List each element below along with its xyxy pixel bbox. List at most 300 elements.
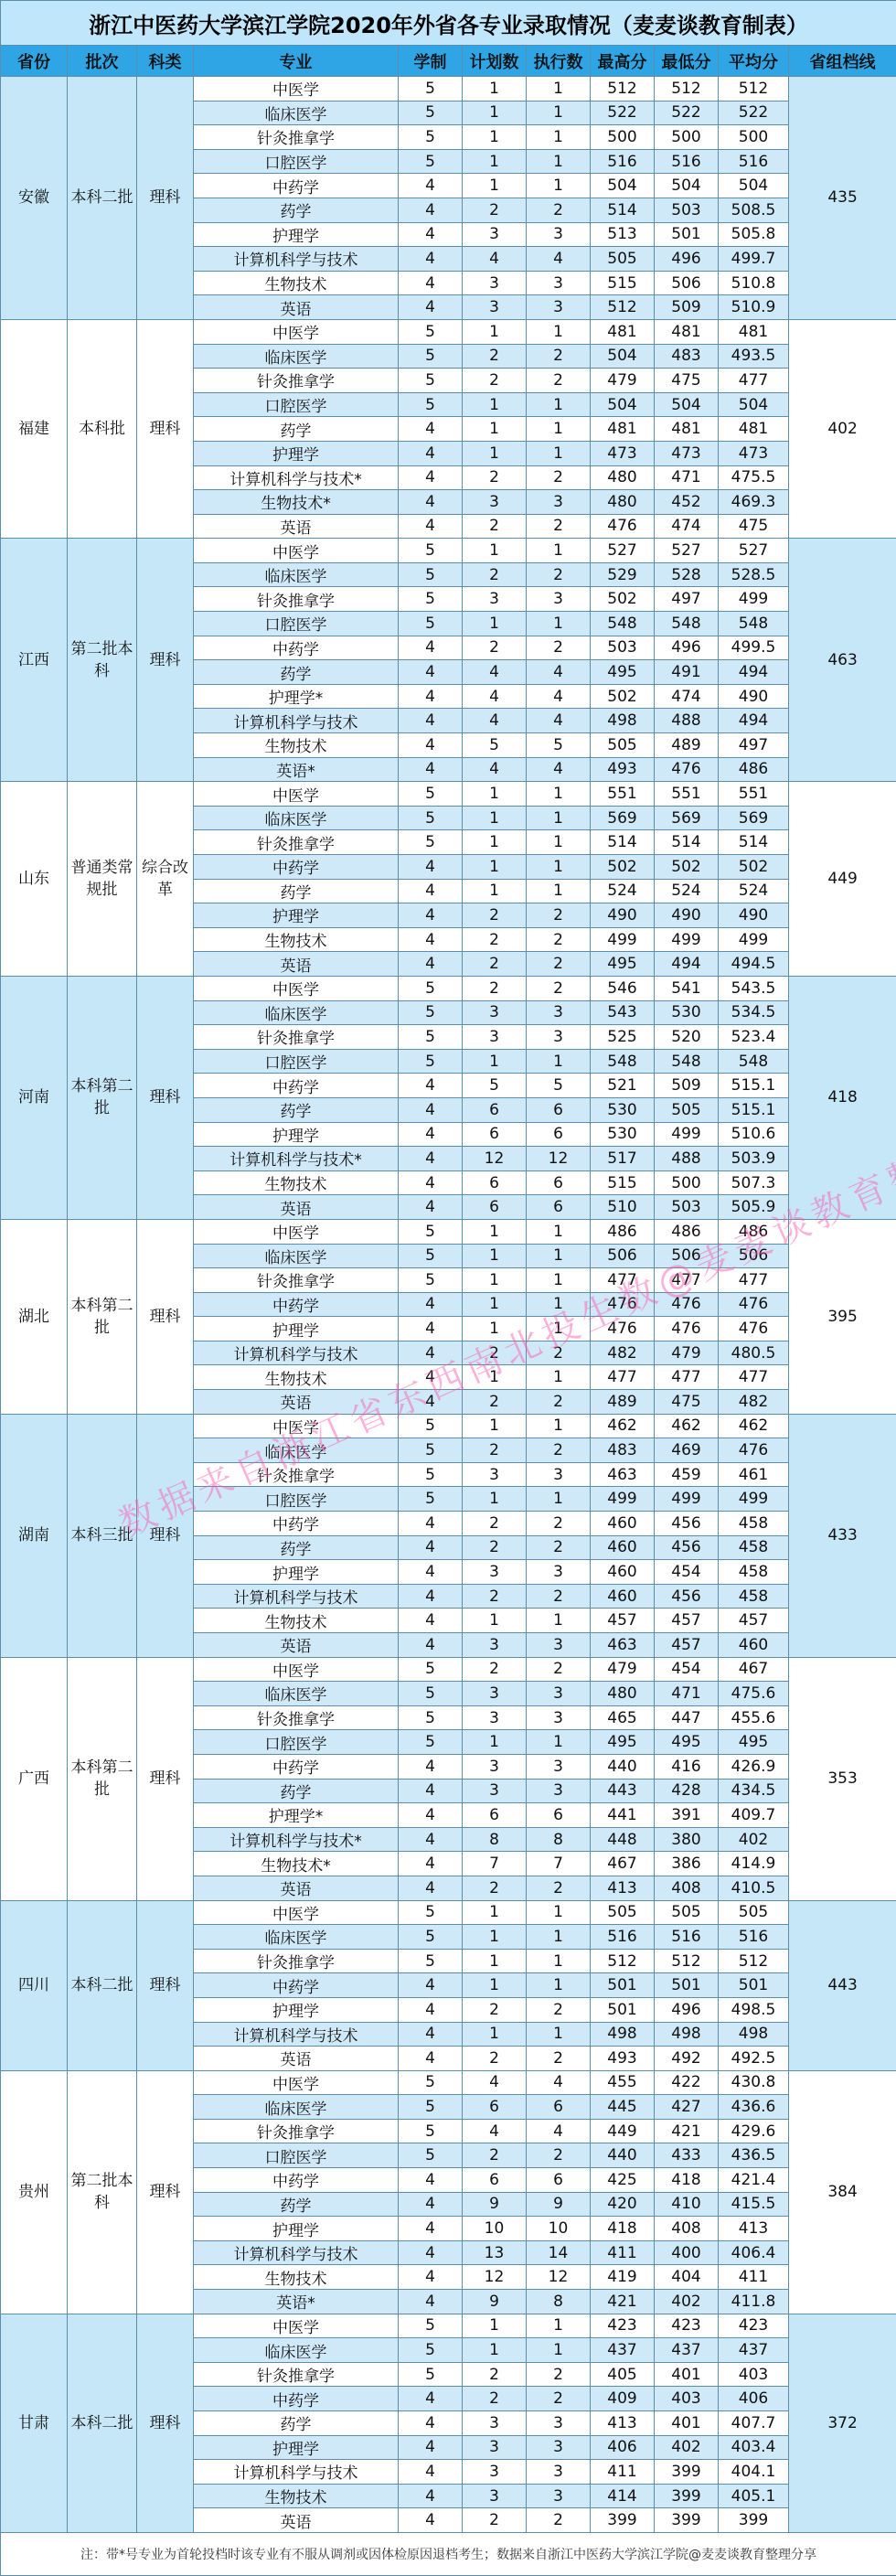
province-cell: 江西: [1, 539, 68, 782]
min-score-cell: 514: [655, 830, 719, 855]
avg-score-cell: 505: [719, 1900, 789, 1925]
min-score-cell: 477: [655, 1365, 719, 1390]
major-cell: 药学: [194, 2192, 399, 2217]
duration-cell: 4: [399, 1803, 463, 1828]
major-cell: 护理学: [194, 2435, 399, 2460]
plan-cell: 2: [463, 1657, 527, 1682]
plan-cell: 3: [463, 1754, 527, 1779]
province-cell: 湖南: [1, 1414, 68, 1657]
plan-cell: 5: [463, 1074, 527, 1098]
avg-score-cell: 490: [719, 903, 789, 928]
duration-cell: 4: [399, 903, 463, 928]
major-cell: 临床医学: [194, 806, 399, 830]
duration-cell: 5: [399, 587, 463, 612]
avg-score-cell: 481: [719, 417, 789, 442]
executed-cell: 3: [527, 587, 591, 612]
min-score-cell: 410: [655, 2192, 719, 2217]
avg-score-cell: 497: [719, 733, 789, 758]
min-score-cell: 471: [655, 1682, 719, 1706]
avg-score-cell: 403.4: [719, 2435, 789, 2460]
executed-cell: 1: [527, 830, 591, 855]
executed-cell: 2: [527, 2047, 591, 2071]
table-row: [1, 1219, 896, 1244]
min-score-cell: 503: [655, 198, 719, 222]
duration-cell: 4: [399, 757, 463, 782]
min-score-cell: 505: [655, 1900, 719, 1925]
avg-score-cell: 501: [719, 1973, 789, 1998]
max-score-cell: 548: [591, 612, 655, 636]
max-score-cell: 490: [591, 903, 655, 928]
min-score-cell: 473: [655, 441, 719, 465]
plan-cell: 1: [463, 855, 527, 880]
max-score-cell: 513: [591, 222, 655, 247]
plan-cell: 3: [463, 1462, 527, 1487]
min-score-cell: 456: [655, 1535, 719, 1560]
major-cell: 中医学: [194, 976, 399, 1000]
major-cell: 英语*: [194, 757, 399, 782]
duration-cell: 4: [399, 295, 463, 320]
max-score-cell: 517: [591, 1147, 655, 1171]
plan-cell: 4: [463, 660, 527, 685]
max-score-cell: 440: [591, 1754, 655, 1779]
executed-cell: 1: [527, 2022, 591, 2047]
major-cell: 护理学*: [194, 1803, 399, 1828]
table-row: [1, 782, 896, 807]
major-cell: 英语: [194, 1633, 399, 1658]
province-line-cell: 449: [789, 782, 896, 977]
min-score-cell: 497: [655, 587, 719, 612]
executed-cell: 4: [527, 709, 591, 733]
plan-cell: 1: [463, 2314, 527, 2338]
max-score-cell: 481: [591, 417, 655, 442]
duration-cell: 4: [399, 1074, 463, 1098]
duration-cell: 4: [399, 952, 463, 977]
min-score-cell: 474: [655, 514, 719, 539]
major-cell: 中药学: [194, 2387, 399, 2411]
avg-score-cell: 481: [719, 319, 789, 344]
major-cell: 英语: [194, 952, 399, 977]
executed-cell: 3: [527, 222, 591, 247]
min-score-cell: 491: [655, 660, 719, 685]
duration-cell: 4: [399, 1390, 463, 1415]
major-cell: 英语: [194, 1390, 399, 1415]
plan-cell: 1: [463, 125, 527, 150]
plan-cell: 1: [463, 1317, 527, 1341]
min-score-cell: 501: [655, 222, 719, 247]
batch-cell: 第二批本科: [68, 539, 137, 782]
plan-cell: 6: [463, 2095, 527, 2120]
major-cell: 英语*: [194, 2290, 399, 2314]
plan-cell: 1: [463, 539, 527, 563]
max-score-cell: 460: [591, 1560, 655, 1585]
min-score-cell: 391: [655, 1803, 719, 1828]
batch-cell: 本科第二批: [68, 1219, 137, 1414]
duration-cell: 4: [399, 1876, 463, 1900]
avg-score-cell: 409.7: [719, 1803, 789, 1828]
duration-cell: 4: [399, 198, 463, 222]
plan-cell: 1: [463, 1244, 527, 1268]
executed-cell: 1: [527, 782, 591, 807]
avg-score-cell: 458: [719, 1584, 789, 1609]
category-cell: 理科: [137, 1219, 194, 1414]
plan-cell: 5: [463, 733, 527, 758]
max-score-cell: 479: [591, 369, 655, 393]
plan-cell: 12: [463, 1147, 527, 1171]
plan-cell: 6: [463, 1195, 527, 1220]
max-score-cell: 510: [591, 1195, 655, 1220]
max-score-cell: 504: [591, 392, 655, 417]
plan-cell: 1: [463, 174, 527, 198]
category-cell: 理科: [137, 77, 194, 320]
major-cell: 中医学: [194, 319, 399, 344]
avg-score-cell: 516: [719, 1925, 789, 1950]
executed-cell: 2: [527, 1997, 591, 2022]
min-score-cell: 486: [655, 1219, 719, 1244]
duration-cell: 4: [399, 247, 463, 272]
plan-cell: 2: [463, 514, 527, 539]
avg-score-cell: 415.5: [719, 2192, 789, 2217]
max-score-cell: 420: [591, 2192, 655, 2217]
major-cell: 临床医学: [194, 1682, 399, 1706]
min-score-cell: 488: [655, 709, 719, 733]
major-cell: 英语: [194, 2508, 399, 2533]
avg-score-cell: 486: [719, 757, 789, 782]
max-score-cell: 467: [591, 1852, 655, 1876]
duration-cell: 4: [399, 1560, 463, 1585]
avg-score-cell: 403: [719, 2362, 789, 2387]
plan-cell: 1: [463, 1049, 527, 1074]
table-row: [1, 539, 896, 563]
executed-cell: 1: [527, 1365, 591, 1390]
batch-cell: 本科第二批: [68, 1657, 137, 1900]
duration-cell: 4: [399, 2265, 463, 2290]
avg-score-cell: 499.5: [719, 636, 789, 660]
plan-cell: 1: [463, 1730, 527, 1755]
duration-cell: 4: [399, 1827, 463, 1852]
plan-cell: 1: [463, 101, 527, 125]
major-cell: 中药学: [194, 1973, 399, 1998]
max-score-cell: 449: [591, 2119, 655, 2143]
batch-cell: 本科三批: [68, 1414, 137, 1657]
executed-cell: 3: [527, 295, 591, 320]
duration-cell: 4: [399, 2411, 463, 2436]
plan-cell: 6: [463, 1170, 527, 1195]
major-cell: 针灸推拿学: [194, 125, 399, 150]
max-score-cell: 440: [591, 2143, 655, 2168]
executed-cell: 3: [527, 2411, 591, 2436]
max-score-cell: 515: [591, 1170, 655, 1195]
max-score-cell: 448: [591, 1827, 655, 1852]
executed-cell: 4: [527, 247, 591, 272]
major-cell: 药学: [194, 198, 399, 222]
plan-cell: 7: [463, 1852, 527, 1876]
avg-score-cell: 429.6: [719, 2119, 789, 2143]
province-cell: 四川: [1, 1900, 68, 2070]
duration-cell: 5: [399, 1657, 463, 1682]
header-province-line: 省组档线: [789, 46, 896, 77]
duration-cell: 5: [399, 77, 463, 102]
avg-score-cell: 476: [719, 1292, 789, 1317]
min-score-cell: 401: [655, 2362, 719, 2387]
major-cell: 护理学: [194, 1317, 399, 1341]
avg-score-cell: 469.3: [719, 490, 789, 515]
duration-cell: 5: [399, 2095, 463, 2120]
avg-score-cell: 406: [719, 2387, 789, 2411]
duration-cell: 5: [399, 830, 463, 855]
duration-cell: 4: [399, 733, 463, 758]
duration-cell: 5: [399, 976, 463, 1000]
executed-cell: 2: [527, 952, 591, 977]
avg-score-cell: 506: [719, 1244, 789, 1268]
duration-cell: 5: [399, 369, 463, 393]
plan-cell: 1: [463, 417, 527, 442]
duration-cell: 5: [399, 1438, 463, 1463]
major-cell: 计算机科学与技术: [194, 247, 399, 272]
province-cell: 湖北: [1, 1219, 68, 1414]
executed-cell: 3: [527, 1025, 591, 1050]
batch-cell: 本科批: [68, 319, 137, 538]
major-cell: 生物技术: [194, 1609, 399, 1633]
plan-cell: 3: [463, 2435, 527, 2460]
major-cell: 药学: [194, 1535, 399, 1560]
duration-cell: 5: [399, 101, 463, 125]
duration-cell: 4: [399, 465, 463, 490]
plan-cell: 3: [463, 222, 527, 247]
province-cell: 广西: [1, 1657, 68, 1900]
max-score-cell: 418: [591, 2217, 655, 2241]
major-cell: 英语: [194, 1876, 399, 1900]
executed-cell: 2: [527, 1876, 591, 1900]
avg-score-cell: 477: [719, 1365, 789, 1390]
min-score-cell: 528: [655, 562, 719, 587]
category-cell: 理科: [137, 976, 194, 1219]
plan-cell: 10: [463, 2217, 527, 2241]
major-cell: 口腔医学: [194, 612, 399, 636]
duration-cell: 5: [399, 539, 463, 563]
avg-score-cell: 499.7: [719, 247, 789, 272]
major-cell: 护理学: [194, 903, 399, 928]
avg-score-cell: 505.9: [719, 1195, 789, 1220]
avg-score-cell: 498.5: [719, 1997, 789, 2022]
max-score-cell: 421: [591, 2290, 655, 2314]
executed-cell: 1: [527, 417, 591, 442]
duration-cell: 4: [399, 879, 463, 903]
avg-score-cell: 473: [719, 441, 789, 465]
avg-score-cell: 499: [719, 587, 789, 612]
duration-cell: 4: [399, 927, 463, 952]
executed-cell: 5: [527, 1074, 591, 1098]
avg-score-cell: 492.5: [719, 2047, 789, 2071]
max-score-cell: 477: [591, 1268, 655, 1293]
plan-cell: 1: [463, 782, 527, 807]
plan-cell: 2: [463, 1535, 527, 1560]
table-row: [1, 976, 896, 1000]
avg-score-cell: 543.5: [719, 976, 789, 1000]
plan-cell: 1: [463, 1973, 527, 1998]
min-score-cell: 520: [655, 1025, 719, 1050]
major-cell: 针灸推拿学: [194, 1949, 399, 1973]
executed-cell: 1: [527, 441, 591, 465]
major-cell: 临床医学: [194, 1925, 399, 1950]
batch-cell: 本科二批: [68, 77, 137, 320]
province-line-cell: 433: [789, 1414, 896, 1657]
plan-cell: 2: [463, 952, 527, 977]
plan-cell: 3: [463, 1705, 527, 1730]
min-score-cell: 403: [655, 2387, 719, 2411]
min-score-cell: 551: [655, 782, 719, 807]
plan-cell: 1: [463, 1414, 527, 1438]
max-score-cell: 462: [591, 1414, 655, 1438]
major-cell: 中药学: [194, 1754, 399, 1779]
max-score-cell: 516: [591, 1925, 655, 1950]
min-score-cell: 402: [655, 2290, 719, 2314]
min-score-cell: 422: [655, 2070, 719, 2095]
min-score-cell: 509: [655, 295, 719, 320]
executed-cell: 3: [527, 1705, 591, 1730]
min-score-cell: 504: [655, 174, 719, 198]
batch-cell: 第二批本科: [68, 2070, 137, 2314]
max-score-cell: 476: [591, 1292, 655, 1317]
duration-cell: 4: [399, 1292, 463, 1317]
major-cell: 中医学: [194, 539, 399, 563]
plan-cell: 2: [463, 927, 527, 952]
plan-cell: 2: [463, 369, 527, 393]
header-province: 省份: [1, 46, 68, 77]
executed-cell: 3: [527, 2484, 591, 2508]
executed-cell: 2: [527, 1657, 591, 1682]
max-score-cell: 409: [591, 2387, 655, 2411]
major-cell: 针灸推拿学: [194, 2362, 399, 2387]
executed-cell: 1: [527, 1973, 591, 1998]
plan-cell: 3: [463, 2411, 527, 2436]
max-score-cell: 502: [591, 855, 655, 880]
major-cell: 中医学: [194, 1657, 399, 1682]
duration-cell: 5: [399, 319, 463, 344]
plan-cell: 1: [463, 1487, 527, 1512]
plan-cell: 3: [463, 1025, 527, 1050]
executed-cell: 2: [527, 636, 591, 660]
max-score-cell: 514: [591, 198, 655, 222]
executed-cell: 8: [527, 2290, 591, 2314]
avg-score-cell: 402: [719, 1827, 789, 1852]
executed-cell: 1: [527, 1900, 591, 1925]
plan-cell: 1: [463, 1900, 527, 1925]
duration-cell: 5: [399, 2143, 463, 2168]
avg-score-cell: 504: [719, 392, 789, 417]
duration-cell: 5: [399, 2119, 463, 2143]
min-score-cell: 471: [655, 465, 719, 490]
executed-cell: 6: [527, 1803, 591, 1828]
min-score-cell: 481: [655, 417, 719, 442]
max-score-cell: 463: [591, 1633, 655, 1658]
table-row: [1, 1900, 896, 1925]
executed-cell: 1: [527, 879, 591, 903]
executed-cell: 3: [527, 1633, 591, 1658]
avg-score-cell: 510.6: [719, 1122, 789, 1147]
major-cell: 中药学: [194, 1512, 399, 1536]
min-score-cell: 530: [655, 1000, 719, 1025]
avg-score-cell: 407.7: [719, 2411, 789, 2436]
min-score-cell: 541: [655, 976, 719, 1000]
avg-score-cell: 516: [719, 149, 789, 174]
min-score-cell: 479: [655, 1341, 719, 1365]
table-row: [1, 1657, 896, 1682]
province-cell: 安徽: [1, 77, 68, 320]
executed-cell: 3: [527, 1682, 591, 1706]
batch-cell: 本科二批: [68, 1900, 137, 2070]
avg-score-cell: 436.5: [719, 2143, 789, 2168]
plan-cell: 4: [463, 247, 527, 272]
duration-cell: 4: [399, 417, 463, 442]
province-line-cell: 418: [789, 976, 896, 1219]
province-line-cell: 463: [789, 539, 896, 782]
major-cell: 临床医学: [194, 562, 399, 587]
avg-score-cell: 467: [719, 1657, 789, 1682]
plan-cell: 1: [463, 1949, 527, 1973]
major-cell: 口腔医学: [194, 392, 399, 417]
duration-cell: 5: [399, 1244, 463, 1268]
plan-cell: 4: [463, 757, 527, 782]
max-score-cell: 512: [591, 1949, 655, 1973]
duration-cell: 5: [399, 1462, 463, 1487]
duration-cell: 4: [399, 2484, 463, 2508]
plan-cell: 1: [463, 149, 527, 174]
max-score-cell: 443: [591, 1779, 655, 1803]
duration-cell: 4: [399, 2460, 463, 2485]
avg-score-cell: 505.8: [719, 222, 789, 247]
max-score-cell: 482: [591, 1341, 655, 1365]
avg-score-cell: 527: [719, 539, 789, 563]
min-score-cell: 496: [655, 1997, 719, 2022]
category-cell: 理科: [137, 2070, 194, 2314]
avg-score-cell: 458: [719, 1535, 789, 1560]
plan-cell: 2: [463, 2508, 527, 2533]
major-cell: 口腔医学: [194, 1049, 399, 1074]
min-score-cell: 399: [655, 2508, 719, 2533]
max-score-cell: 495: [591, 1730, 655, 1755]
plan-cell: 2: [463, 2362, 527, 2387]
executed-cell: 1: [527, 101, 591, 125]
executed-cell: 14: [527, 2240, 591, 2265]
executed-cell: 1: [527, 539, 591, 563]
major-cell: 口腔医学: [194, 2143, 399, 2168]
min-score-cell: 512: [655, 1949, 719, 1973]
major-cell: 计算机科学与技术: [194, 1341, 399, 1365]
executed-cell: 4: [527, 2070, 591, 2095]
duration-cell: 5: [399, 1705, 463, 1730]
avg-score-cell: 414.9: [719, 1852, 789, 1876]
province-cell: 河南: [1, 976, 68, 1219]
duration-cell: 4: [399, 1341, 463, 1365]
category-cell: 理科: [137, 319, 194, 538]
major-cell: 中医学: [194, 1219, 399, 1244]
plan-cell: 1: [463, 830, 527, 855]
max-score-cell: 419: [591, 2265, 655, 2290]
major-cell: 中医学: [194, 77, 399, 102]
duration-cell: 4: [399, 660, 463, 685]
duration-cell: 4: [399, 514, 463, 539]
avg-score-cell: 486: [719, 1219, 789, 1244]
plan-cell: 12: [463, 2265, 527, 2290]
max-score-cell: 498: [591, 2022, 655, 2047]
duration-cell: 5: [399, 1000, 463, 1025]
plan-cell: 1: [463, 1365, 527, 1390]
major-cell: 护理学: [194, 1560, 399, 1585]
duration-cell: 4: [399, 1512, 463, 1536]
plan-cell: 2: [463, 903, 527, 928]
avg-score-cell: 507.3: [719, 1170, 789, 1195]
major-cell: 临床医学: [194, 344, 399, 369]
